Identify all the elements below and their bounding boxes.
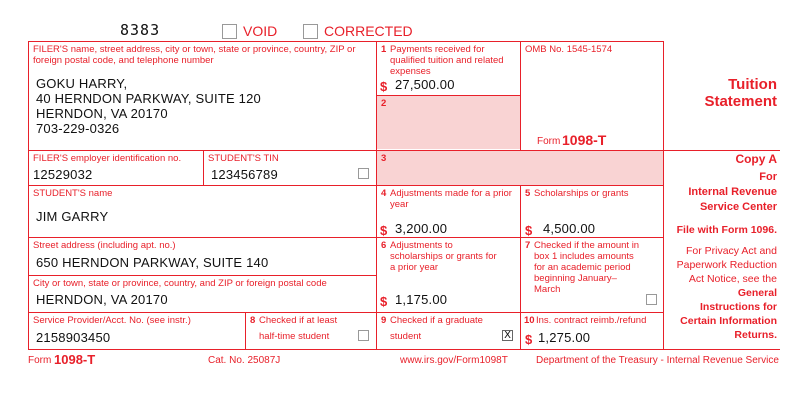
box-6-value[interactable]: 1,175.00 [395, 292, 448, 307]
account-label: Service Provider/Acct. No. (see instr.) [33, 315, 191, 326]
box-6-dollar: $ [380, 294, 388, 309]
student-name[interactable]: JIM GARRY [36, 209, 109, 224]
box-10-dollar: $ [525, 332, 533, 347]
privacy-2: Paperwork Reduction [676, 259, 777, 271]
box-1-value[interactable]: 27,500.00 [395, 77, 455, 92]
student-city-label: City or town, state or province, country, and ZIP or foreign postal code [33, 278, 327, 289]
box-7-label: Checked if the amount in box 1 includes amounts for an academic period beginning January– March [534, 240, 640, 295]
filer-label: FILER'S name, street address, city or town, state or province, country, ZIP or foreign postal code, and telephone number [33, 44, 356, 66]
privacy-1: For Privacy Act and [685, 245, 777, 257]
footer-form-name: 1098-T [54, 352, 96, 367]
form-bottom-border [28, 349, 780, 350]
student-street[interactable]: 650 HERNDON PARKWAY, SUITE 140 [36, 255, 269, 270]
omb-number: OMB No. 1545-1574 [525, 44, 613, 55]
control-number: 8383 [120, 21, 161, 39]
copy-for: For [759, 171, 777, 183]
student-tin[interactable]: 123456789 [211, 167, 278, 182]
box-9-checkbox[interactable]: X [502, 330, 513, 341]
void-label: VOID [243, 23, 278, 39]
file-with: File with Form 1096. [676, 224, 777, 236]
box-8-label-2: half-time student [259, 331, 330, 342]
grid-line [245, 312, 246, 349]
filer-ein[interactable]: 12529032 [33, 167, 93, 182]
box-10-value[interactable]: 1,275.00 [538, 330, 591, 345]
filer-phone[interactable]: 703-229-0326 [36, 121, 120, 136]
box-5-label: Scholarships or grants [534, 188, 629, 199]
omb-form-prefix: Form [537, 136, 561, 147]
grid-line [376, 41, 377, 349]
box-2-number: 2 [381, 98, 387, 109]
box-4-label: Adjustments made for a prior year [390, 188, 512, 210]
student-city[interactable]: HERNDON, VA 20170 [36, 292, 168, 307]
box-3-number: 3 [381, 153, 387, 164]
footer-department: Department of the Treasury - Internal Revenue Service [536, 355, 779, 366]
grid-line [28, 275, 376, 276]
box-9-label-2: student [390, 331, 422, 342]
privacy-3: Act Notice, see the [688, 273, 777, 285]
footer-form-prefix: Form [28, 355, 52, 366]
box-1-dollar: $ [380, 79, 388, 94]
form-top-border [28, 41, 664, 42]
box-5-number: 5 [525, 188, 531, 199]
student-name-label: STUDENT'S name [33, 188, 113, 199]
tin-checkbox[interactable] [358, 168, 369, 179]
grid-line [203, 150, 204, 185]
box-4-dollar: $ [380, 223, 388, 238]
copy-a-label: Copy A [735, 152, 777, 166]
copy-irs-2: Service Center [699, 201, 777, 213]
box-10-label: Ins. contract reimb./refund [536, 315, 647, 326]
box-4-number: 4 [381, 188, 387, 199]
box-4-value[interactable]: 3,200.00 [395, 221, 448, 236]
box-3-shading [377, 150, 663, 185]
general-2: Instructions for [699, 301, 777, 313]
filer-ein-label: FILER'S employer identification no. [33, 153, 182, 164]
general-4: Returns. [734, 329, 777, 341]
grid-line [376, 95, 521, 96]
filer-city[interactable]: HERNDON, VA 20170 [36, 106, 168, 121]
corrected-label: CORRECTED [324, 23, 413, 39]
box-9-number: 9 [381, 315, 387, 326]
box-8-label-1: Checked if at least [259, 315, 338, 326]
student-tin-label: STUDENT'S TIN [208, 153, 279, 164]
filer-name[interactable]: GOKU HARRY, [36, 76, 128, 91]
box-10-number: 10 [524, 315, 535, 326]
grid-line [520, 185, 521, 349]
footer-website[interactable]: www.irs.gov/Form1098T [400, 355, 508, 366]
grid-line [28, 237, 664, 238]
box-2-shading [377, 95, 521, 149]
box-6-label: Adjustments to scholarships or grants for a prior year [390, 240, 497, 273]
account-number[interactable]: 2158903450 [36, 330, 111, 345]
copy-irs-1: Internal Revenue [688, 186, 777, 198]
form-left-border [28, 41, 29, 349]
box-7-number: 7 [525, 240, 531, 251]
grid-line [28, 312, 664, 313]
general-3: Certain Information [680, 315, 777, 327]
box-1-number: 1 [381, 44, 387, 55]
box-8-number: 8 [250, 315, 256, 326]
box-5-dollar: $ [525, 223, 533, 238]
omb-form-name: 1098-T [562, 132, 607, 148]
student-street-label: Street address (including apt. no.) [33, 240, 176, 251]
box-6-number: 6 [381, 240, 387, 251]
filer-street[interactable]: 40 HERNDON PARKWAY, SUITE 120 [36, 91, 261, 106]
title-line2: Statement [704, 93, 777, 110]
grid-line [28, 150, 780, 151]
corrected-checkbox[interactable] [303, 24, 318, 39]
box-7-checkbox[interactable] [646, 294, 657, 305]
box-1-label: Payments received for qualified tuition and related expenses [390, 44, 504, 77]
void-checkbox[interactable] [222, 24, 237, 39]
box-8-checkbox[interactable] [358, 330, 369, 341]
box-9-label-1: Checked if a graduate [390, 315, 483, 326]
title-line1: Tuition [728, 76, 777, 93]
grid-line [28, 185, 664, 186]
general-1: General [737, 287, 777, 299]
footer-cat-no: Cat. No. 25087J [208, 355, 281, 366]
box-5-value[interactable]: 4,500.00 [543, 221, 596, 236]
